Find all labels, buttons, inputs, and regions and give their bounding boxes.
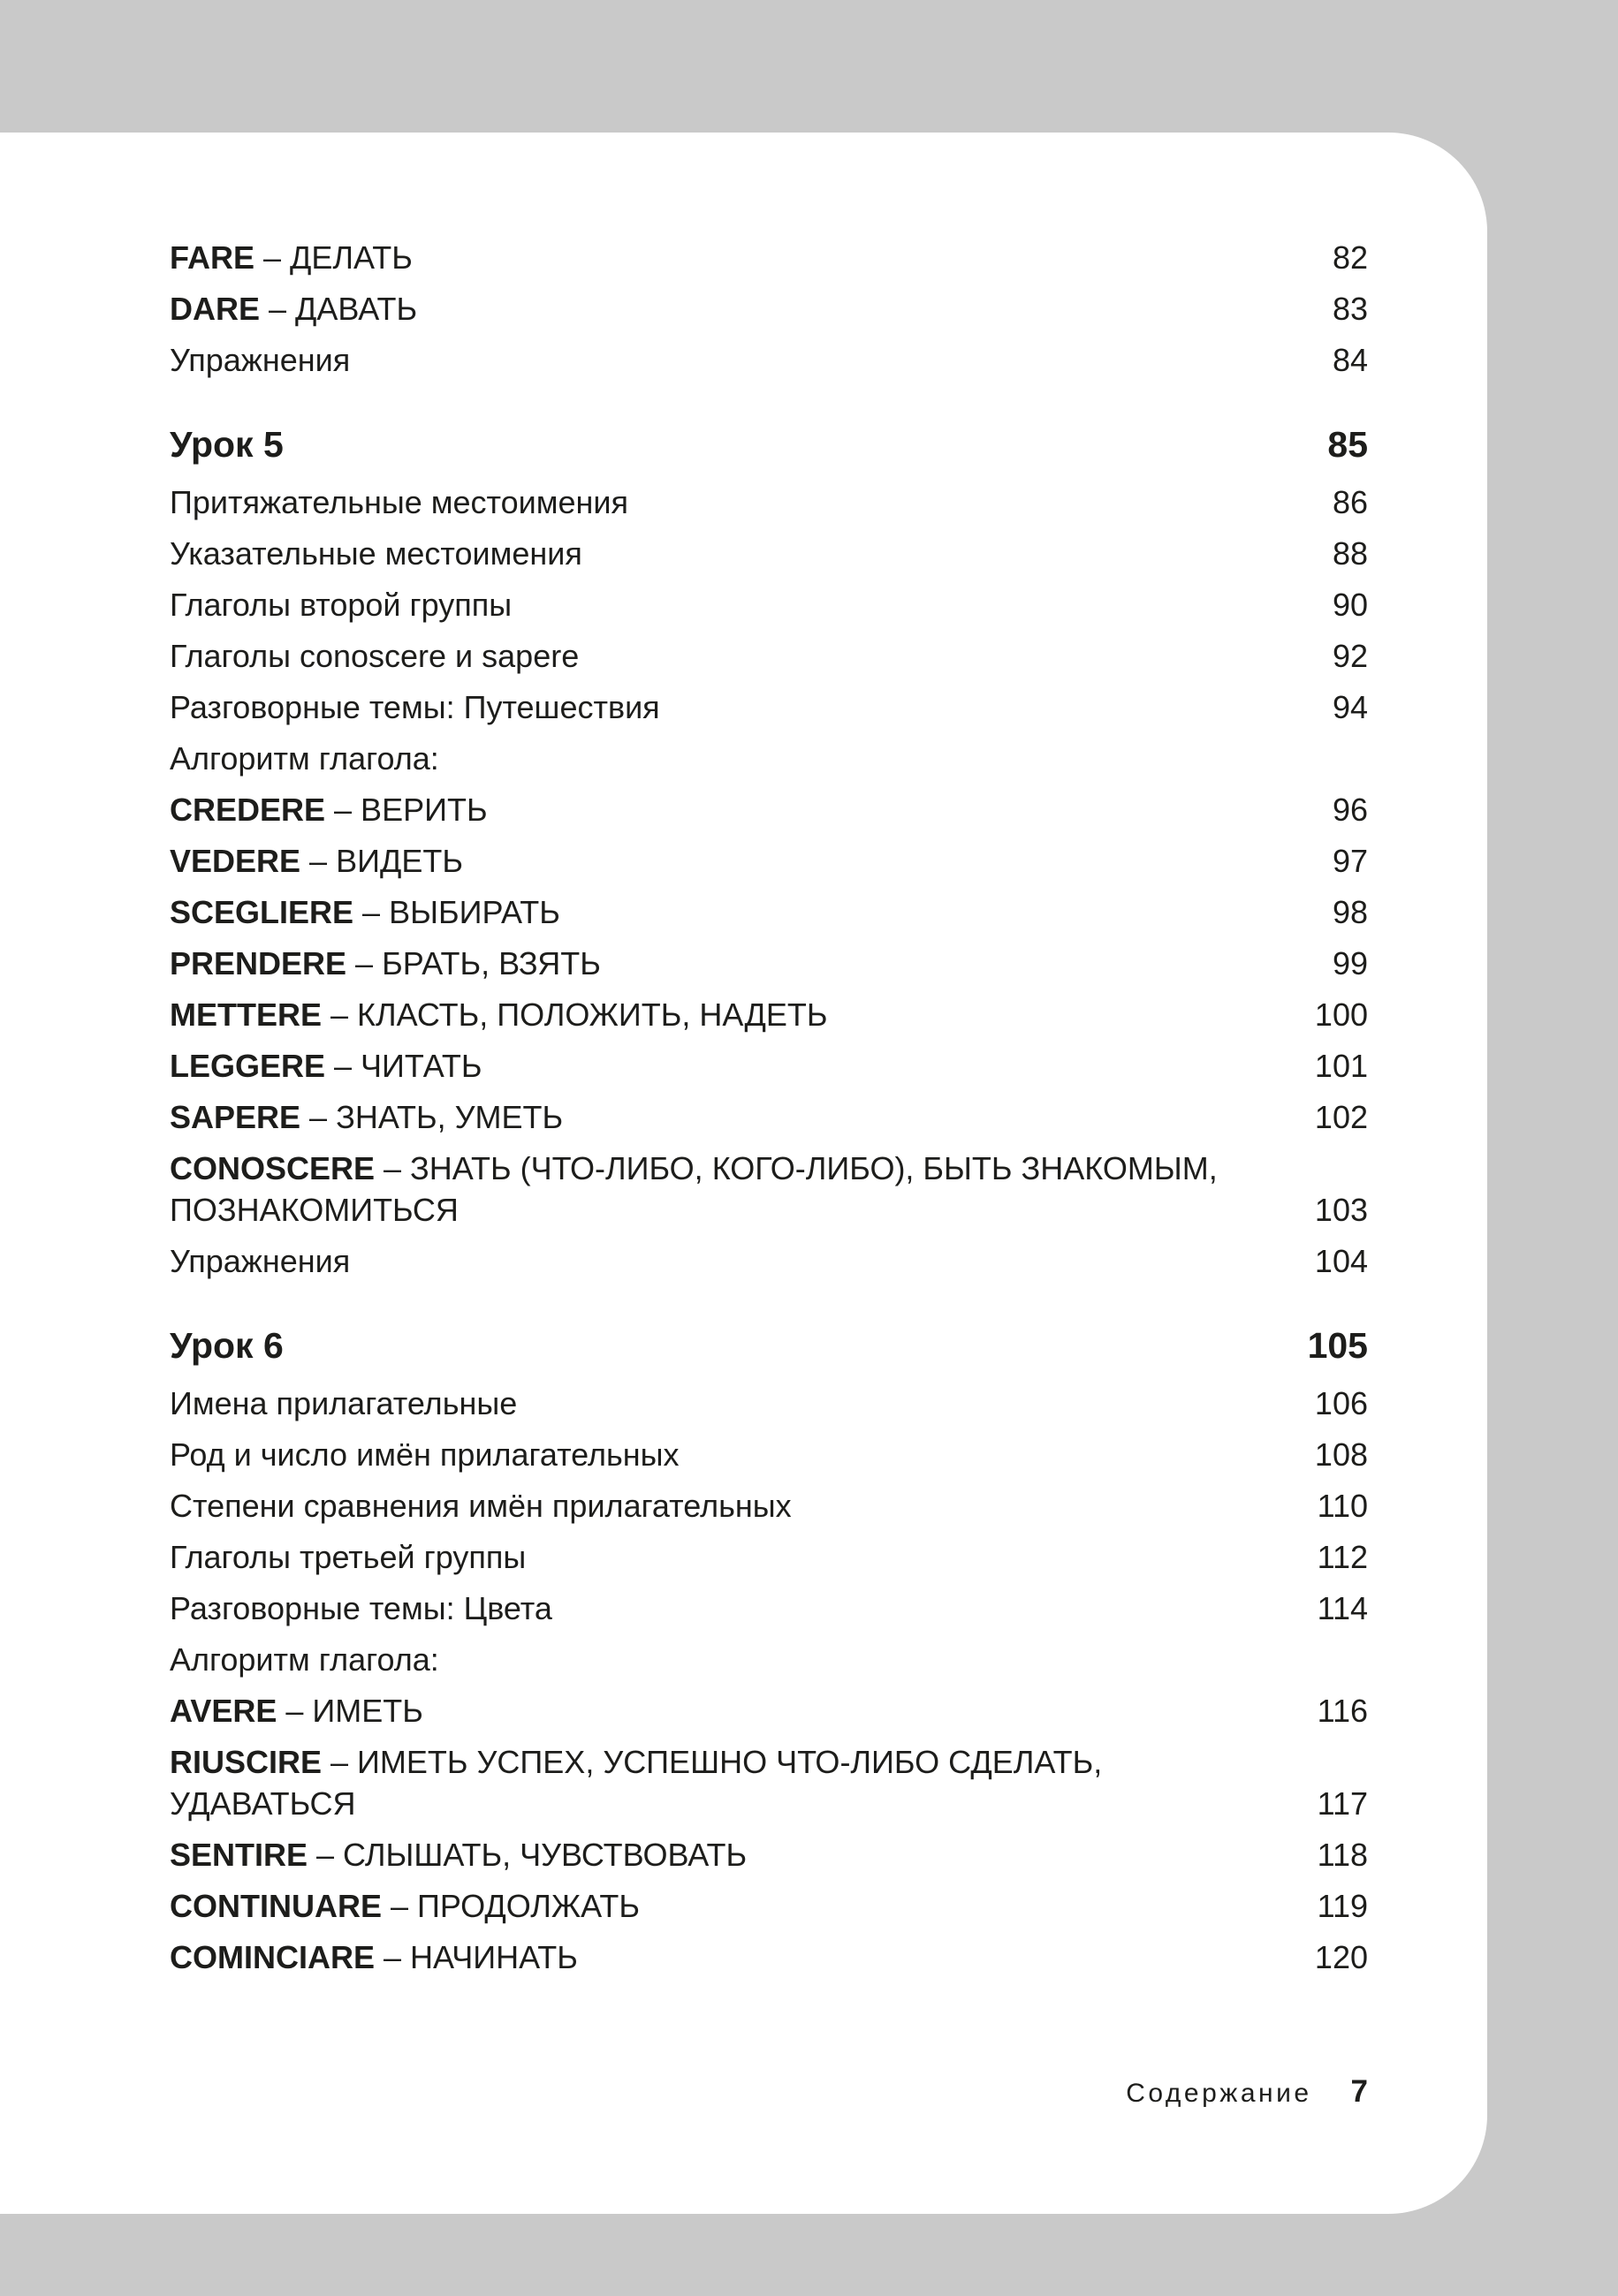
toc-entry-text: Разговорные темы: Путешествия <box>170 689 660 725</box>
toc-entry-text: – ВЫБИРАТЬ <box>353 894 560 930</box>
toc-entry-term: VEDERE <box>170 843 301 879</box>
toc-entry-text: Указательные местоимения <box>170 535 582 572</box>
toc-entry-term: FARE <box>170 239 255 276</box>
toc-entry-page: 103 <box>1314 1192 1368 1228</box>
toc-entry <box>170 1690 1368 1731</box>
toc-entry-text: – ВЕРИТЬ <box>325 792 488 828</box>
toc-entry-text: Разговорные темы: Цвета <box>170 1590 552 1626</box>
toc-entry <box>170 738 1368 779</box>
toc-entry-text: Алгоритм глагола: <box>170 1641 439 1678</box>
toc-entry-text: – СЛЫШАТЬ, ЧУВСТВОВАТЬ <box>308 1837 748 1873</box>
toc-entry-page: 97 <box>1332 843 1368 879</box>
toc-entry <box>170 1434 1368 1475</box>
toc-entry-term: DARE <box>170 291 261 327</box>
toc-entry-term: CONOSCERE <box>170 1150 376 1186</box>
toc-entry-text: – БРАТЬ, ВЗЯТЬ <box>346 945 601 981</box>
toc-entry-text: Род и число имён прилагательных <box>170 1436 680 1473</box>
toc-entry-label <box>170 237 1333 278</box>
toc-entry-text: Притяжательные местоимения <box>170 484 628 520</box>
toc-entry-term: AVERE <box>170 1693 277 1729</box>
toc-entry-page: 118 <box>1317 1837 1368 1873</box>
toc-entry-term: SAPERE <box>170 1099 301 1135</box>
toc-entry-term: PRENDERE <box>170 945 347 981</box>
toc-entry <box>170 481 1368 523</box>
toc-entry <box>170 943 1368 984</box>
toc-entry-term: RIUSCIRE <box>170 1744 323 1780</box>
toc-entry-page: 90 <box>1332 587 1368 623</box>
toc-entry-label <box>170 738 1368 779</box>
toc-entry <box>170 1936 1368 1978</box>
toc-entry <box>170 288 1368 330</box>
toc-entry-term: CREDERE <box>170 792 326 828</box>
toc-entry-text: – ЗНАТЬ, УМЕТЬ <box>300 1099 564 1135</box>
toc-entry-label <box>170 994 1315 1035</box>
toc-entry-label <box>170 1383 1315 1424</box>
toc-entry-term: METTERE <box>170 996 323 1033</box>
toc-entry-page: 112 <box>1317 1539 1368 1575</box>
toc-entry <box>170 789 1368 830</box>
toc-entry-label <box>170 635 1333 677</box>
toc-entry <box>170 584 1368 625</box>
toc-entry <box>170 1834 1368 1875</box>
toc-entry-label <box>170 1096 1315 1138</box>
toc-entry-page: 106 <box>1314 1385 1368 1421</box>
toc-entry-label <box>170 584 1333 625</box>
toc-entry-term: COMINCIARE <box>170 1939 375 1975</box>
toc-entry-page: 116 <box>1317 1693 1368 1729</box>
toc-entry-label <box>170 1536 1318 1578</box>
toc-entry <box>170 1240 1368 1282</box>
toc-entry-page: 84 <box>1332 342 1368 378</box>
toc-entry-page: 92 <box>1332 638 1368 674</box>
section-heading <box>170 1322 1368 1368</box>
toc-entry-text: Алгоритм глагола: <box>170 740 439 777</box>
section-heading-page: 85 <box>1327 424 1368 465</box>
toc-entry-text: – ВИДЕТЬ <box>300 843 463 879</box>
toc-entry <box>170 994 1368 1035</box>
toc-entry-text: Глаголы второй группы <box>170 587 513 623</box>
toc-entry-page: 117 <box>1317 1785 1368 1822</box>
toc-entry-text: – ПРОДОЛЖАТЬ <box>382 1888 640 1924</box>
toc-entry-label <box>170 1690 1318 1731</box>
toc-entry-text: – ИМЕТЬ УСПЕХ, УСПЕШНО ЧТО-ЛИБО СДЕЛАТЬ, УДАВАТЬСЯ <box>170 1744 1103 1822</box>
toc-entry-text: – ЗНАТЬ (ЧТО-ЛИБО, КОГО-ЛИБО), БЫТЬ ЗНАКОМЫМ, ПОЗНАКОМИТЬСЯ <box>170 1150 1218 1228</box>
toc-entry-label <box>170 840 1333 882</box>
toc-entry-label <box>170 1045 1315 1087</box>
toc-entry-label <box>170 686 1333 728</box>
toc-entry-label <box>170 1639 1368 1680</box>
toc-entry <box>170 1885 1368 1927</box>
toc-entry <box>170 1587 1368 1629</box>
book-page <box>0 133 1487 2214</box>
toc-entry-label <box>170 1148 1315 1231</box>
toc-entry <box>170 840 1368 882</box>
toc-entry-page: 96 <box>1332 792 1368 828</box>
toc-entry <box>170 1045 1368 1087</box>
toc-entry-text: Упражнения <box>170 1243 351 1279</box>
toc-entry-text: – КЛАСТЬ, ПОЛОЖИТЬ, НАДЕТЬ <box>322 996 828 1033</box>
toc-entry-text: Глаголы третьей группы <box>170 1539 527 1575</box>
toc-entry-text: – ИМЕТЬ <box>277 1693 423 1729</box>
toc-entry-page: 108 <box>1314 1436 1368 1473</box>
toc-entry-term: LEGGERE <box>170 1048 326 1084</box>
toc-entry-label <box>170 339 1333 381</box>
toc-entry <box>170 237 1368 278</box>
toc-entry-page: 100 <box>1314 996 1368 1033</box>
toc-entry-label <box>170 1485 1318 1527</box>
toc-entry-term: CONTINUARE <box>170 1888 382 1924</box>
toc-entry-page: 82 <box>1332 239 1368 276</box>
toc-entry-label <box>170 891 1333 933</box>
toc-entry-text: – ДАВАТЬ <box>260 291 418 327</box>
toc-entry-text: – ДЕЛАТЬ <box>254 239 413 276</box>
toc-entry-label <box>170 1741 1318 1824</box>
toc-entry-text: – ЧИТАТЬ <box>325 1048 482 1084</box>
toc-entry <box>170 339 1368 381</box>
toc-entry-page: 110 <box>1317 1488 1368 1524</box>
toc-entry-label <box>170 1936 1315 1978</box>
section-heading <box>170 421 1368 467</box>
toc-entry-page: 102 <box>1314 1099 1368 1135</box>
toc-entry <box>170 1536 1368 1578</box>
toc-entry-label <box>170 1885 1318 1927</box>
toc-entry-text: – НАЧИНАТЬ <box>375 1939 578 1975</box>
toc-entry-label <box>170 1434 1315 1475</box>
toc-entry-label <box>170 789 1333 830</box>
toc-entry-label <box>170 1587 1318 1629</box>
toc-entry-label <box>170 288 1333 330</box>
toc-entry-text: Имена прилагательные <box>170 1385 518 1421</box>
toc-entry-label <box>170 1834 1318 1875</box>
toc-entry-term: SCEGLIERE <box>170 894 354 930</box>
toc-entry <box>170 1148 1368 1231</box>
toc-entry-text: Степени сравнения имён прилагательных <box>170 1488 792 1524</box>
toc-entry-page: 114 <box>1317 1590 1368 1626</box>
toc-entry-term: SENTIRE <box>170 1837 308 1873</box>
toc-entry-text: Упражнения <box>170 342 351 378</box>
footer-page-number: 7 <box>1350 2074 1368 2109</box>
toc-entry-label <box>170 533 1333 574</box>
section-heading-label: Урок 6 <box>170 1325 284 1366</box>
toc-entry <box>170 686 1368 728</box>
toc-content <box>170 237 1368 1988</box>
toc-entry-page: 88 <box>1332 535 1368 572</box>
toc-entry-page: 94 <box>1332 689 1368 725</box>
toc-entry <box>170 533 1368 574</box>
toc-entry-label <box>170 1240 1315 1282</box>
toc-entry-text: Глаголы conoscere и sapere <box>170 638 580 674</box>
toc-entry <box>170 1383 1368 1424</box>
toc-entry <box>170 1639 1368 1680</box>
toc-entry-page: 86 <box>1332 484 1368 520</box>
toc-entry <box>170 635 1368 677</box>
section-heading-page: 105 <box>1307 1325 1368 1366</box>
toc-entry <box>170 891 1368 933</box>
toc-entry <box>170 1485 1368 1527</box>
toc-entry <box>170 1741 1368 1824</box>
toc-entry-page: 83 <box>1332 291 1368 327</box>
toc-entry-page: 104 <box>1314 1243 1368 1279</box>
toc-entry-page: 101 <box>1314 1048 1368 1084</box>
toc-entry-label <box>170 481 1333 523</box>
toc-entry-page: 99 <box>1332 945 1368 981</box>
toc-entry-page: 119 <box>1317 1888 1368 1924</box>
toc-entry-page: 120 <box>1314 1939 1368 1975</box>
toc-entry <box>170 1096 1368 1138</box>
page-footer <box>1126 2074 1368 2110</box>
section-heading-label: Урок 5 <box>170 424 284 465</box>
toc-entry-page: 98 <box>1332 894 1368 930</box>
toc-entry-label <box>170 943 1333 984</box>
footer-section-label: Содержание <box>1126 2079 1312 2108</box>
